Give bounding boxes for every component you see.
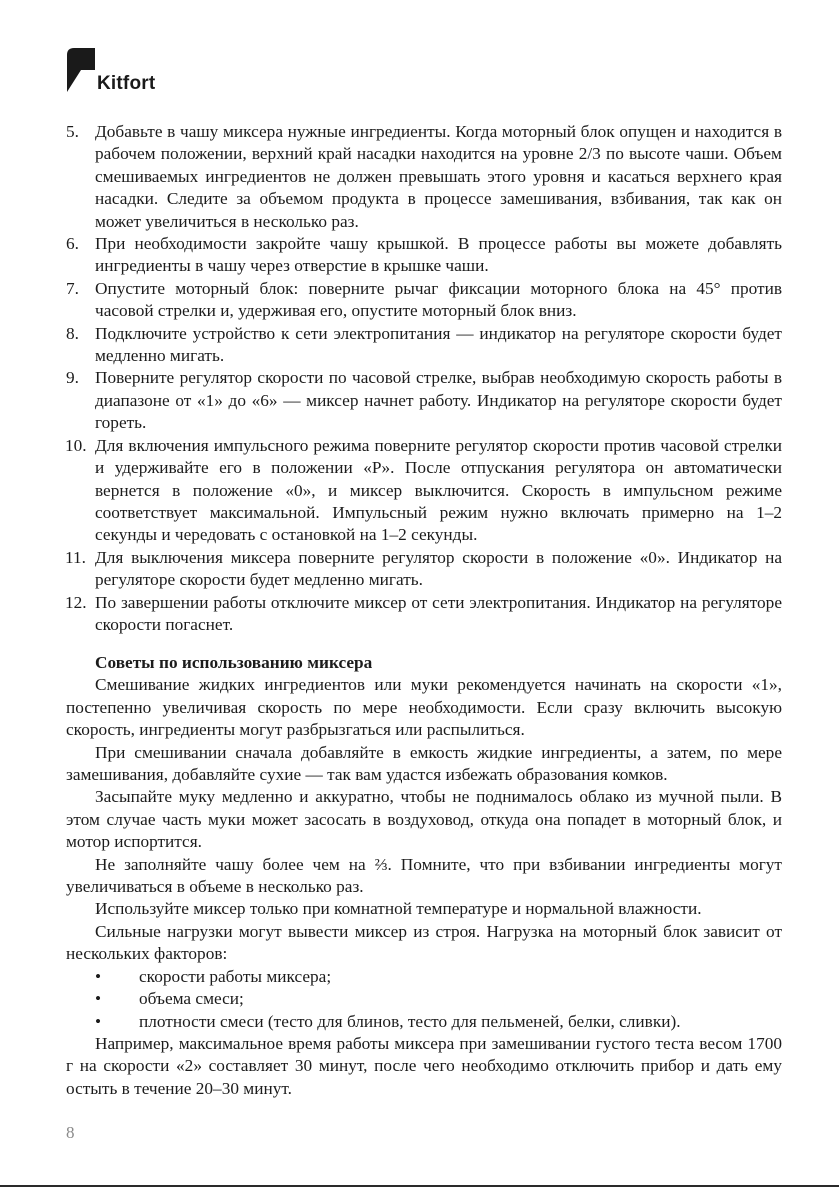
bullet-marker: • (95, 989, 102, 1009)
paragraph: Смешивание жидких ингредиентов или муки рекомендуется начинать на скорости «1», постепенно увеличивая скорость по мере необходимости. Если сразу включить высокую скорость, ингредиенты могут разбрызгаться или распылиться. (66, 675, 782, 740)
paragraph: Например, максимальное время работы миксера при замешивании густого теста весом 1700 г на скорости «2» составляет 30 минут, после чего необходимо отключить прибор и дать ему остыть в течение 20–30 минут. (66, 1033, 782, 1098)
bullet-list (66, 966, 782, 1033)
step-item (66, 323, 782, 368)
bullet-marker: • (95, 966, 102, 986)
step-text: По завершении работы отключите миксер от сети электропитания. Индикатор на регуляторе скорости погаснет. (95, 592, 782, 634)
bottom-divider (0, 1185, 839, 1187)
kitfort-logo-icon (67, 48, 95, 92)
section-heading: Советы по использованию миксера (95, 653, 373, 672)
step-text: Для включения импульсного режима поверните регулятор скорости против часовой стрелки и удерживайте его в положении «P». После отпускания регулятора он автоматически вернется в положение «0», и миксер выключится. Скорость в импульсном режиме соответствует максимальной. Импульсный режим нужно включать примерно на 1–2 секунды и чередовать с остановкой на 1–2 секунды. (95, 435, 782, 545)
step-number: 9. (66, 368, 79, 388)
step-item (66, 367, 782, 434)
paragraph: Используйте миксер только при комнатной температуре и нормальной влажности. (95, 899, 702, 919)
paragraph: Засыпайте муку медленно и аккуратно, чтобы не поднималось облако из мучной пыли. В этом случае часть муки может засосать в воздуховод, откуда она попадет в моторный блок, и мотор испортится. (66, 787, 782, 852)
tips-section (66, 652, 782, 1100)
bullet-item (66, 1011, 782, 1033)
step-number: 6. (66, 234, 79, 254)
bullet-marker: • (95, 1011, 102, 1031)
step-number: 7. (66, 278, 79, 298)
step-number: 11. (65, 547, 86, 567)
page-number: 8 (66, 1123, 75, 1142)
brand-logo (67, 48, 187, 98)
bullet-item (66, 988, 782, 1010)
bullet-text: скорости работы миксера; (139, 966, 332, 986)
paragraph: Сильные нагрузки могут вывести миксер из строя. Нагрузка на моторный блок зависит от нескольких факторов: (66, 921, 782, 964)
step-item (66, 592, 782, 637)
step-text: Опустите моторный блок: поверните рычаг фиксации моторного блока на 45° против часовой стрелки и, удерживая его, опустите моторный блок вниз. (95, 278, 782, 321)
step-text: При необходимости закройте чашу крышкой. В процессе работы вы можете добавлять ингредиенты в чашу через отверстие в крышке чаши. (95, 234, 782, 276)
paragraph: Не заполняйте чашу более чем на ⅔. Помните, что при взбивании ингредиенты могут увеличиваться в объеме в несколько раз. (66, 854, 782, 897)
step-item (66, 233, 782, 278)
bullet-text: объема смеси; (139, 989, 244, 1009)
step-number: 10. (65, 435, 87, 455)
step-number: 12. (65, 592, 87, 612)
step-item (66, 435, 782, 547)
brand-name: Kitfort (97, 73, 156, 94)
step-item (66, 121, 782, 233)
step-text: Добавьте в чашу миксера нужные ингредиенты. Когда моторный блок опущен и находится в рабочем положении, верхний край насадки находится на уровне 2/3 по высоте чаши. Объем смешиваемых ингредиентов не должен превышать этого уровня и касаться верхнего края насадки. Следите за объемом продукта в процессе замешивания, взбивания, так как он может увеличиться в несколько раз. (95, 122, 782, 231)
step-text: Поверните регулятор скорости по часовой стрелке, выбрав необходимую скорость работы в диапазоне от «1» до «6» — миксер начнет работу. Индикатор на регуляторе скорости будет гореть. (95, 368, 782, 433)
step-number: 5. (66, 122, 79, 141)
step-text: Для выключения миксера поверните регулятор скорости в положение «0». Индикатор на регуляторе скорости будет медленно мигать. (95, 547, 782, 590)
step-text: Подключите устройство к сети электропитания — индикатор на регуляторе скорости будет медленно мигать. (95, 323, 782, 366)
bullet-text: плотности смеси (тесто для блинов, тесто для пельменей, белки, сливки). (139, 1011, 681, 1031)
step-item (66, 278, 782, 323)
step-number: 8. (66, 323, 79, 343)
step-item (66, 547, 782, 592)
paragraph: При смешивании сначала добавляйте в емкость жидкие ингредиенты, а затем, по мере замешивания, добавляйте сухие — так вам удастся избежать образования комков. (66, 742, 782, 785)
bullet-item (66, 966, 782, 988)
instruction-steps (66, 121, 782, 636)
